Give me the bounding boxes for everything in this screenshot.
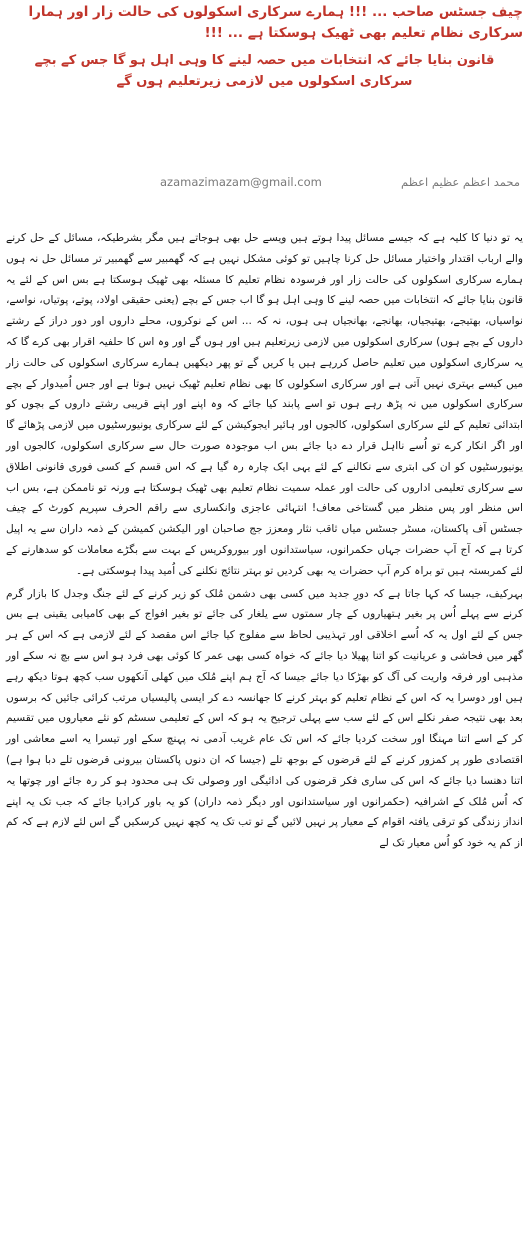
headline — [6, 2, 523, 44]
paragraph-2: بہرکیف، جیسا کہ کہا جاتا ہے کہ دورِ جدید میں کسی بھی دشمن مُلک کو زیر کرنے کے لئے جنگ وجدل کا بازار گرم کرنے سے پہلے اُس پر بغیر ہتھیاروں کے چار سمتوں سے یلغار کی جائے تو بغیر افواج کے بھی کامیابی یقینی ہے بس جس کے لئے اول یہ کہ اُسے اخلاقی اور تہذیبی لحاظ سے مفلوج کیا جائے اس مقصد کے لئے لازمی ہے کہ اس کے ہر گھر میں فحاشی و عریانیت کو اتنا پھیلا دیا جائے کہ خواہ کسی بھی عمر کا کوئی بھی فرد ہو اس سے بچ نہ سکے اور مذہبی اور فرقہ واریت کی آگ کو بھڑکا دیا جائے جیسا کہ آج ہم اپنے مُلک میں کھلی آنکھوں سب کچھ ہوتا دیکھ رہے ہیں اور دوسرا یہ کہ اس کے نظام تعلیم کو بہتر کرنے کا جھانسہ دے کر ایسی پالیسیاں مرتب کرائی جائیں کہ برسوں بعد بھی نتیجہ صفر نکلے اس کے لئے سب سے پہلی ترجیح یہ ہو کہ اس کے تعلیمی سسٹم کو نئے معیاروں میں تقسیم کر کے اسے اتنا مہنگا اور سخت کردیا جائے کہ اس تک عام غریب آدمی نہ پہنچ سکے اور تیسرا یہ اسے معاشی اور اقتصادی طور پر کمزور کرنے کے لئے قرضوں کے بوجھ تلے (جیسا کہ ان دنوں پاکستان بیرونی قرضوں تلے دبا ہوا ہے) اتنا دھنسا دیا جائے کہ اس کی ساری فکر قرضوں کی ادائیگی اور وصولی تک ہی محدود ہو کر رہ جائے اور چوتھا یہ کہ اُس مُلک کے اشرافیہ (حکمرانوں اور سیاستدانوں اور دیگر ذمہ داران) کو یہ باور کرادیا جائے کہ جب تک یہ اپنے انداز زندگی کو ترقی یافتہ اقوام کے معیار پر نہیں لائیں گے تو تب تک یہ کچھ نہیں کرسکیں گے اس لئے لازم ہے کہ کم از کم یہ خود کو اُس معیار تک لے — [6, 587, 523, 850]
author-email[interactable]: azamazimazam@gmail.com — [160, 175, 322, 189]
headline-rest: ہمارے سرکاری اسکولوں کی حالت زار اور ہمارا سرکاری نظام تعلیم بھی ٹھیک ہوسکتا ہے ... !!! — [28, 4, 523, 41]
article-body — [6, 228, 523, 854]
headline-lead: چیف جسٹس صاحب ... !!! — [348, 4, 523, 20]
paragraph-1: یہ تو دنیا کا کلیہ ہے کہ جیسے مسائل پیدا ہوتے ہیں ویسے حل بھی ہوجاتے ہیں مگر بشرطیکہ، مسائل کے حل کرنے والے ارباب اقتدار واختیار مسائل حل کرنا چاہیں تو کوئی مشکل نہیں ہے کہ گھمبیر سے گھمبیر تر مسائل حل نہ ہوں ہمارے سرکاری اسکولوں کی حالت زار اور فرسودہ نظام تعلیم کا مسئلہ بھی ٹھیک ہوسکتا ہے بس اس کے لئے یہ قانون بنایا جائے کہ انتخابات میں حصہ لینے کا وہی اہل ہو گا اب جس کے بچے (یعنی حقیقی اولاد، پوتے، پوتیاں، نواسے، نواسیاں، بھتیجے، بھتیجیاں، بھانجے، بھانجیاں ہی ہوں، نہ کہ ... اس کے نوکروں، محلے داروں اور دور دراز کے رشتے داروں کے بچے ہوں) سرکاری اسکولوں میں لازمی زیرتعلیم ہیں اور ہوں گے اور وہ اس کا حلفیہ اقرار بھی کرے گا کہ یہ سرکاری اسکولوں میں تعلیم حاصل کررہے ہیں یا کریں گے تو پھر دیکھیں ہمارے سرکاری اسکولوں کی حالت زار میں کیسے بہتری نہیں آتی ہے اور سرکاری اسکولوں کا بھی نظام تعلیم ٹھیک نہیں ہوتا ہے اور جس اُمیدوار کے بچے سرکاری اسکولوں میں نہ پڑھ رہے ہوں تو اسے پابند کیا جائے کہ وہ اپنے اور اپنے قریبی رشتے داروں کے بچوں کو ابتدائی تعلیم کے لئے سرکاری اسکولوں، کالجوں اور ہائیر ایجوکیشن کے لئے سرکاری یونیورسٹیوں میں لازمی پڑھائے گا اور اگر انکار کرے تو اُسے نااہل قرار دے دیا جائے بس اب موجودہ صورت حال سے سرکاری اسکولوں، کالجوں اور یونیورسٹیوں کو ان کی ابتری سے نکالنے کے لئے یہی ایک چارہ رہ گیا ہے کہ اس قسم کے کسی فوری قانونی اطلاق سے سرکاری تعلیمی اداروں کی حالت اور عملہ سمیت نظام تعلیم بھی ٹھیک ہوسکتا ہے ورنہ تو ناممکن ہے، بس اب اس منظر اور پس منظر میں گستاخی معاف! انتہائی عاجزی وانکساری سے راقم الحرف سپریم کورٹ کے چیف جسٹس آف پاکستان، مسٹر جسٹس میاں ثاقب نثار ومعزز جج صاحبان اور الیکشن کمیشن کے ذمہ داران سے یہ اپیل کرتا ہے کہ آج آپ حضرات جہاں حکمرانوں، سیاستدانوں اور بیوروکریس کے بہت سے بگڑے معاملات کو سدھارنے کے لئے کمربستہ ہیں تو براہ کرم آپ حضرات یہ بھی کردیں تو بہتر نتائج نکلنے کی اُمید پیدا ہوسکتی ہے۔ — [6, 232, 523, 577]
author-name: محمد اعظم عظیم اعظم — [401, 175, 520, 189]
subheadline: قانون بنایا جائے کہ انتخابات میں حصہ لینے کا وہی اہل ہو گا جس کے بچے سرکاری اسکولوں میں لازمی زیرتعلیم ہوں گے — [34, 53, 495, 89]
title-block — [6, 2, 523, 92]
